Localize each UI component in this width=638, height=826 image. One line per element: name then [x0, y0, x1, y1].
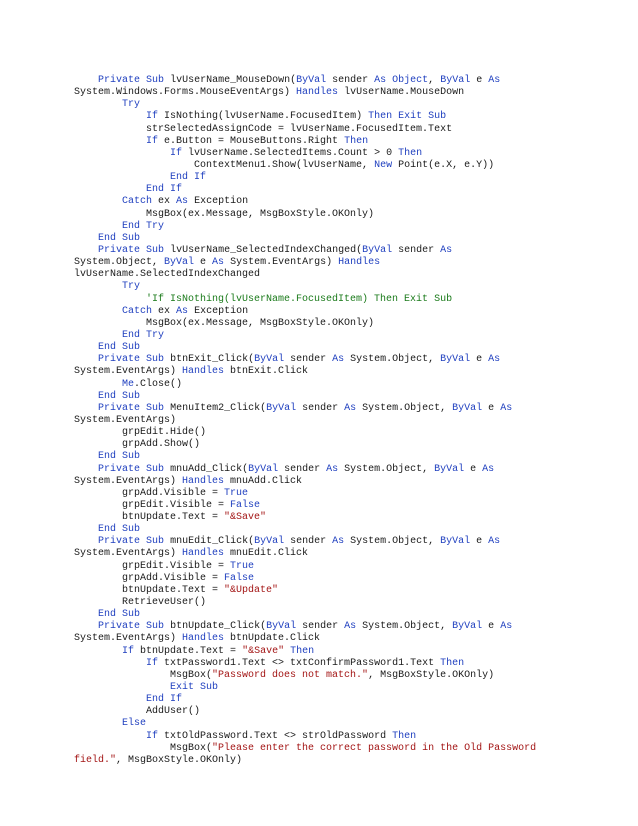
code-text: grpEdit.Visible =: [122, 499, 231, 511]
code-keyword: ByVal: [440, 354, 471, 366]
code-indent: [74, 706, 146, 717]
code-keyword: ByVal: [164, 257, 195, 269]
code-line: [74, 488, 564, 500]
code-text: lvUserName.SelectedItems.Count > 0: [182, 147, 399, 159]
code-text: e: [482, 621, 501, 633]
code-line: [74, 75, 564, 87]
code-text: btnUpdate.Text =: [122, 512, 225, 524]
code-keyword: New: [374, 159, 393, 171]
code-keyword: ByVal: [440, 536, 471, 548]
code-keyword: Private: [98, 354, 141, 366]
code-line: [74, 451, 564, 463]
code-keyword: False: [224, 572, 255, 584]
code-text: ex: [152, 305, 177, 317]
code-indent: [74, 743, 170, 754]
code-keyword: Private: [98, 244, 141, 256]
code-indent: [74, 427, 122, 438]
code-keyword: If: [146, 135, 159, 147]
code-line: [74, 464, 564, 476]
code-line: [74, 694, 564, 706]
code-text: ContextMenu1.Show(lvUserName,: [194, 159, 375, 171]
code-line: [74, 172, 564, 184]
code-text: btnUpdate.Click: [224, 633, 321, 645]
code-text: sender: [284, 536, 333, 548]
code-line: [74, 221, 564, 233]
code-text: lvUserName_SelectedIndexChanged(: [164, 244, 363, 256]
code-line: [74, 294, 564, 306]
code-text: ex: [152, 196, 177, 208]
code-string: field.": [74, 754, 117, 766]
code-keyword: Sub: [122, 609, 141, 621]
code-text: , MsgBoxStyle.OKOnly): [368, 669, 495, 681]
code-keyword: Sub: [146, 75, 165, 86]
code-line: [74, 124, 564, 136]
code-text: System.Object,: [344, 354, 441, 366]
code-keyword: Private: [98, 621, 141, 633]
code-line: [74, 512, 564, 524]
code-indent: [74, 75, 98, 86]
code-indent: [74, 646, 122, 657]
code-keyword: ByVal: [434, 463, 465, 475]
code-keyword: ByVal: [266, 621, 297, 633]
code-keyword: Handles: [182, 366, 225, 378]
code-line: [74, 755, 564, 767]
code-line: [74, 87, 564, 99]
code-line: [74, 476, 564, 488]
code-indent: [74, 573, 122, 584]
code-keyword: End: [98, 390, 117, 402]
code-line: [74, 439, 564, 451]
code-keyword: As: [488, 75, 501, 86]
code-keyword: Sub: [122, 342, 141, 354]
code-line: [74, 209, 564, 221]
code-text: MsgBox(ex.Message, MsgBoxStyle.OKOnly): [146, 317, 375, 329]
code-indent: [74, 488, 122, 499]
code-line: [74, 500, 564, 512]
code-keyword: As: [482, 463, 495, 475]
code-indent: [74, 379, 122, 390]
code-keyword: ByVal: [254, 536, 285, 548]
code-keyword: As: [344, 402, 357, 414]
code-keyword: If: [122, 645, 135, 657]
code-keyword: Sub: [146, 354, 165, 366]
code-text: MsgBox(: [170, 669, 213, 681]
code-keyword: If: [170, 147, 183, 159]
code-line: [74, 318, 564, 330]
code-indent: [74, 512, 122, 523]
code-line: [74, 427, 564, 439]
code-text: mnuAdd_Click(: [164, 463, 249, 475]
code-indent: [74, 536, 98, 547]
code-line: [74, 354, 564, 366]
code-indent: [74, 111, 146, 122]
code-text: System.EventArgs): [74, 633, 183, 645]
code-indent: [74, 99, 122, 110]
code-line: [74, 658, 564, 670]
code-indent: [74, 160, 194, 171]
code-line: [74, 184, 564, 196]
code-keyword: Private: [98, 536, 141, 548]
code-listing: [74, 75, 564, 767]
code-line: [74, 111, 564, 123]
code-line: [74, 342, 564, 354]
code-text: sender: [296, 402, 345, 414]
code-keyword: ByVal: [248, 463, 279, 475]
code-keyword: Else: [122, 718, 147, 730]
code-text: e: [464, 463, 483, 475]
code-indent: [74, 245, 98, 256]
code-string: "Please enter the correct password in the Old Password: [212, 742, 537, 754]
code-keyword: End: [146, 694, 165, 706]
code-line: [74, 585, 564, 597]
code-text: MenuItem2_Click(: [164, 402, 267, 414]
code-text: System.Object,: [344, 536, 441, 548]
code-indent: [74, 561, 122, 572]
code-text: sender: [278, 463, 327, 475]
code-text: e: [482, 402, 501, 414]
code-line: [74, 281, 564, 293]
code-indent: [74, 500, 122, 511]
code-indent: [74, 718, 122, 729]
code-indent: [74, 439, 122, 450]
code-keyword: Sub: [122, 524, 141, 536]
code-keyword: Exit: [398, 111, 423, 123]
code-text: grpEdit.Hide(): [122, 427, 207, 439]
code-line: [74, 561, 564, 573]
code-keyword: As: [500, 621, 513, 633]
code-keyword: Then: [398, 147, 423, 159]
code-text: e.Button = MouseButtons.Right: [158, 135, 345, 147]
code-line: [74, 330, 564, 342]
code-keyword: Catch: [122, 196, 153, 208]
code-keyword: End: [122, 329, 141, 341]
code-line: [74, 524, 564, 536]
code-text: System.Object,: [356, 402, 453, 414]
code-indent: [74, 585, 122, 596]
code-text: mnuEdit_Click(: [164, 536, 255, 548]
code-indent: [74, 609, 98, 620]
code-string: "&Save": [224, 512, 267, 524]
code-text: MsgBox(ex.Message, MsgBoxStyle.OKOnly): [146, 208, 375, 220]
code-text: System.EventArgs): [74, 414, 177, 426]
code-keyword: ByVal: [254, 354, 285, 366]
code-indent: [74, 731, 146, 742]
code-line: [74, 379, 564, 391]
code-keyword: If: [170, 184, 183, 196]
code-indent: [74, 670, 170, 681]
code-keyword: End: [170, 172, 189, 184]
code-line: [74, 633, 564, 645]
code-keyword: ByVal: [452, 621, 483, 633]
code-text: btnUpdate.Text =: [134, 645, 243, 657]
code-keyword: As: [332, 536, 345, 548]
code-indent: [74, 281, 122, 292]
code-indent: [74, 451, 98, 462]
code-indent: [74, 184, 146, 195]
code-keyword: If: [146, 657, 159, 669]
code-text: e: [194, 257, 213, 269]
code-keyword: ByVal: [452, 402, 483, 414]
code-text: Point(e.X, e.Y)): [392, 159, 495, 171]
code-text: lvUserName.MouseDown: [338, 87, 465, 99]
code-indent: [74, 330, 122, 341]
code-text: grpEdit.Visible =: [122, 560, 231, 572]
code-keyword: Then: [368, 111, 393, 123]
code-keyword: Try: [122, 281, 141, 293]
code-string: "&Update": [224, 584, 279, 596]
code-keyword: As: [326, 463, 339, 475]
code-keyword: End: [98, 609, 117, 621]
code-line: [74, 548, 564, 560]
code-line: [74, 269, 564, 281]
code-text: System.Object,: [356, 621, 453, 633]
code-text: Exception: [188, 305, 249, 317]
code-indent: [74, 403, 98, 414]
code-keyword: Private: [98, 75, 141, 86]
code-keyword: Handles: [182, 475, 225, 487]
code-indent: [74, 658, 146, 669]
code-keyword: ByVal: [362, 244, 393, 256]
code-keyword: As: [344, 621, 357, 633]
code-indent: [74, 233, 98, 244]
code-text: System.EventArgs): [74, 475, 183, 487]
code-comment: 'If IsNothing(lvUserName.FocusedItem) Then Exit Sub: [146, 293, 453, 305]
code-text: System.Object,: [74, 257, 165, 269]
code-text: mnuAdd.Click: [224, 475, 303, 487]
code-line: [74, 731, 564, 743]
code-keyword: True: [224, 487, 249, 499]
code-keyword: Catch: [122, 305, 153, 317]
code-keyword: End: [98, 232, 117, 244]
code-indent: [74, 524, 98, 535]
code-text: strSelectedAssignCode = lvUserName.FocusedItem.Text: [146, 123, 453, 135]
code-keyword: Sub: [146, 402, 165, 414]
code-text: btnUpdate_Click(: [164, 621, 267, 633]
code-string: "&Save": [242, 645, 285, 657]
code-keyword: ByVal: [296, 75, 327, 86]
code-text: System.Object,: [338, 463, 435, 475]
code-keyword: As: [488, 536, 501, 548]
code-line: [74, 306, 564, 318]
code-keyword: Object: [392, 75, 429, 86]
code-keyword: Sub: [146, 536, 165, 548]
code-line: [74, 706, 564, 718]
code-text: e: [470, 354, 489, 366]
code-keyword: If: [146, 111, 159, 123]
code-line: [74, 573, 564, 585]
code-keyword: ByVal: [266, 402, 297, 414]
code-indent: [74, 221, 122, 232]
code-line: [74, 415, 564, 427]
code-keyword: Handles: [296, 87, 339, 99]
code-keyword: As: [176, 196, 189, 208]
code-line: [74, 743, 564, 755]
code-indent: [74, 136, 146, 147]
code-indent: [74, 342, 98, 353]
code-keyword: Sub: [200, 682, 219, 694]
code-indent: [74, 597, 122, 608]
code-line: [74, 670, 564, 682]
code-keyword: Sub: [146, 621, 165, 633]
code-keyword: As: [212, 257, 225, 269]
code-keyword: Private: [98, 463, 141, 475]
code-keyword: Then: [344, 135, 369, 147]
code-keyword: Then: [392, 730, 417, 742]
code-indent: [74, 694, 146, 705]
code-indent: [74, 682, 170, 693]
code-keyword: Sub: [146, 244, 165, 256]
code-line: [74, 99, 564, 111]
code-keyword: Sub: [122, 232, 141, 244]
code-text: btnExit.Click: [224, 366, 309, 378]
code-keyword: Me: [122, 378, 135, 390]
code-keyword: Try: [146, 220, 165, 232]
code-text: System.Windows.Forms.MouseEventArgs): [74, 87, 297, 99]
code-text: lvUserName_MouseDown(: [164, 75, 297, 86]
code-text: sender: [392, 244, 441, 256]
code-text: , MsgBoxStyle.OKOnly): [116, 754, 243, 766]
code-indent: [74, 354, 98, 365]
code-keyword: As: [176, 305, 189, 317]
code-line: [74, 609, 564, 621]
code-text: e: [470, 536, 489, 548]
code-indent: [74, 172, 170, 183]
code-indent: [74, 148, 170, 159]
code-keyword: Then: [440, 657, 465, 669]
code-indent: [74, 318, 146, 329]
code-keyword: As: [332, 354, 345, 366]
code-text: grpAdd.Visible =: [122, 572, 225, 584]
code-line: [74, 682, 564, 694]
code-keyword: End: [98, 342, 117, 354]
code-text: RetrieveUser(): [122, 597, 207, 609]
code-keyword: End: [122, 220, 141, 232]
code-keyword: ByVal: [440, 75, 471, 86]
code-text: System.EventArgs): [224, 257, 339, 269]
code-indent: [74, 196, 122, 207]
code-line: [74, 403, 564, 415]
code-keyword: As: [500, 402, 513, 414]
code-keyword: As: [374, 75, 387, 86]
code-keyword: Private: [98, 402, 141, 414]
code-text: e: [470, 75, 489, 86]
code-indent: [74, 621, 98, 632]
code-text: Exception: [188, 196, 249, 208]
code-line: [74, 148, 564, 160]
code-keyword: True: [230, 560, 255, 572]
code-line: [74, 391, 564, 403]
code-text: btnExit_Click(: [164, 354, 255, 366]
code-text: sender: [284, 354, 333, 366]
code-text: grpAdd.Visible =: [122, 487, 225, 499]
code-keyword: Try: [146, 329, 165, 341]
code-text: btnUpdate.Text =: [122, 584, 225, 596]
code-keyword: If: [194, 172, 207, 184]
code-string: "Password does not match.": [212, 669, 369, 681]
code-keyword: False: [230, 499, 261, 511]
code-text: grpAdd.Show(): [122, 439, 201, 451]
code-line: [74, 160, 564, 172]
code-keyword: Handles: [182, 633, 225, 645]
code-keyword: End: [146, 184, 165, 196]
code-keyword: Handles: [182, 548, 225, 560]
code-text: ,: [428, 75, 441, 86]
code-line: [74, 597, 564, 609]
code-line: [74, 245, 564, 257]
code-keyword: Then: [290, 645, 315, 657]
code-keyword: Try: [122, 99, 141, 111]
code-line: [74, 536, 564, 548]
code-line: [74, 366, 564, 378]
code-text: MsgBox(: [170, 742, 213, 754]
code-text: sender: [326, 75, 375, 86]
code-indent: [74, 294, 146, 305]
code-indent: [74, 209, 146, 220]
code-keyword: If: [146, 730, 159, 742]
code-text: IsNothing(lvUserName.FocusedItem): [158, 111, 369, 123]
code-text: txtOldPassword.Text <> strOldPassword: [158, 730, 393, 742]
code-keyword: Handles: [338, 257, 381, 269]
code-text: lvUserName.SelectedIndexChanged: [74, 269, 261, 281]
code-keyword: Sub: [122, 390, 141, 402]
code-line: [74, 233, 564, 245]
code-keyword: As: [440, 244, 453, 256]
code-indent: [74, 124, 146, 135]
code-keyword: Sub: [122, 451, 141, 463]
code-line: [74, 136, 564, 148]
code-keyword: Sub: [146, 463, 165, 475]
code-text: System.EventArgs): [74, 366, 183, 378]
code-keyword: If: [170, 694, 183, 706]
code-line: [74, 646, 564, 658]
code-text: System.EventArgs): [74, 548, 183, 560]
code-line: [74, 257, 564, 269]
code-text: .Close(): [134, 378, 183, 390]
code-line: [74, 718, 564, 730]
code-keyword: End: [98, 451, 117, 463]
code-keyword: Exit: [170, 682, 195, 694]
code-text: sender: [296, 621, 345, 633]
code-keyword: As: [488, 354, 501, 366]
code-line: [74, 196, 564, 208]
code-text: AddUser(): [146, 706, 201, 718]
code-text: txtPassword1.Text <> txtConfirmPassword1.Text: [158, 657, 441, 669]
code-keyword: End: [98, 524, 117, 536]
code-indent: [74, 306, 122, 317]
code-text: mnuEdit.Click: [224, 548, 309, 560]
code-line: [74, 621, 564, 633]
code-indent: [74, 391, 98, 402]
code-indent: [74, 464, 98, 475]
code-keyword: Sub: [428, 111, 447, 123]
